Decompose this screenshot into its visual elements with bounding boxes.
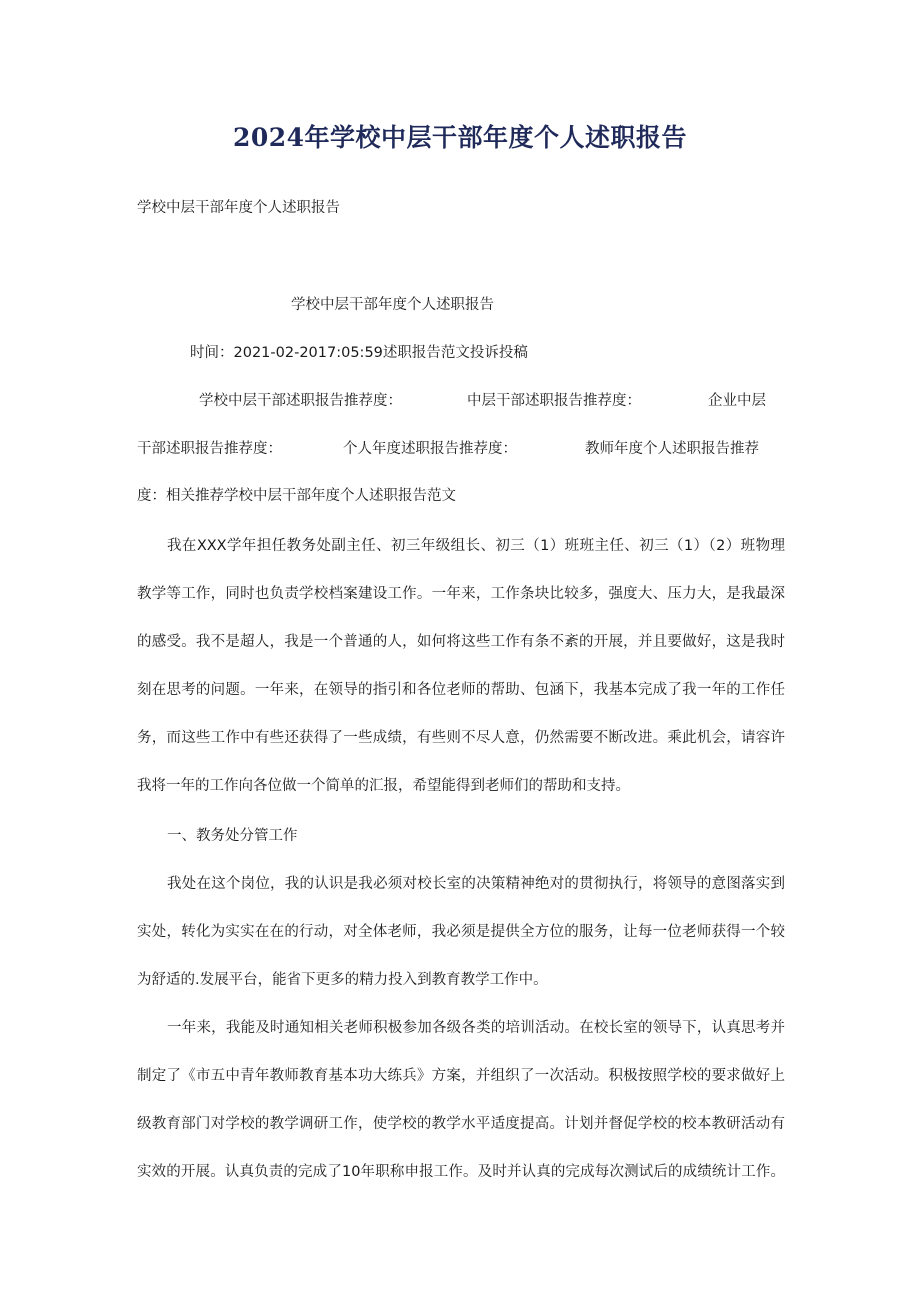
paragraph-line: 我处在这个岗位，我的认识是我必须对校长室的决策精神绝对的贯彻执行，将领导的意图落实到: [167, 876, 785, 892]
recommend-item: 中层干部述职报告推荐度：: [467, 393, 641, 409]
recommend-item: 教师年度个人述职报告推荐: [585, 441, 759, 457]
paragraph-line: 的感受。我不是超人，我是一个普通的人，如何将这些工作有条不紊的开展，并且要做好，这是我时: [137, 634, 785, 650]
recommend-item: 企业中层: [708, 393, 766, 409]
subtitle-center: 学校中层干部年度个人述职报告: [291, 297, 494, 313]
paragraph-line: 一年来，我能及时通知相关老师积极参加各级各类的培训活动。在校长室的领导下，认真思考并: [167, 1020, 785, 1036]
time-line: 时间：2021-02-2017:05:59述职报告范文投诉投稿: [190, 345, 528, 361]
paragraph-line: 教学等工作，同时也负责学校档案建设工作。一年来，工作条块比较多，强度大、压力大，是我最深: [137, 586, 785, 602]
paragraph-line: 我将一年的工作向各位做一个简单的汇报，希望能得到老师们的帮助和支持。: [137, 778, 630, 794]
recommend-item: 度：相关推荐学校中层干部年度个人述职报告范文: [137, 488, 456, 504]
paragraph-line: 我在XXX学年担任教务处副主任、初三年级组长、初三（1）班班主任、初三（1）（2）班物理: [167, 538, 785, 554]
paragraph-line: 为舒适的.发展平台，能省下更多的精力投入到教育教学工作中。: [137, 972, 548, 988]
paragraph-line: 制定了《市五中青年教师教育基本功大练兵》方案，并组织了一次活动。积极按照学校的要求做好上: [137, 1068, 785, 1084]
subtitle-left: 学校中层干部年度个人述职报告: [137, 200, 340, 216]
recommend-item: 干部述职报告推荐度：: [137, 441, 282, 457]
paragraph-line: 刻在思考的问题。一年来，在领导的指引和各位老师的帮助、包涵下，我基本完成了我一年的工作任: [137, 682, 785, 698]
paragraph-line: 实处，转化为实实在在的行动，对全体老师，我必须是提供全方位的服务，让每一位老师获得一个较: [137, 924, 785, 940]
paragraph-line: 务，而这些工作中有些还获得了一些成绩，有些则不尽人意，仍然需要不断改进。乘此机会，请容许: [137, 730, 785, 746]
section-heading: 一、教务处分管工作: [167, 828, 298, 844]
recommend-item: 个人年度述职报告推荐度：: [343, 441, 517, 457]
recommend-item: 学校中层干部述职报告推荐度：: [199, 393, 402, 409]
paragraph-line: 实效的开展。认真负责的完成了10年职称申报工作。及时并认真的完成每次测试后的成绩统计工作。: [137, 1164, 785, 1180]
document-title: 2024年学校中层干部年度个人述职报告: [232, 123, 688, 152]
paragraph-line: 级教育部门对学校的教学调研工作，使学校的教学水平适度提高。计划并督促学校的校本教研活动有: [137, 1116, 785, 1132]
